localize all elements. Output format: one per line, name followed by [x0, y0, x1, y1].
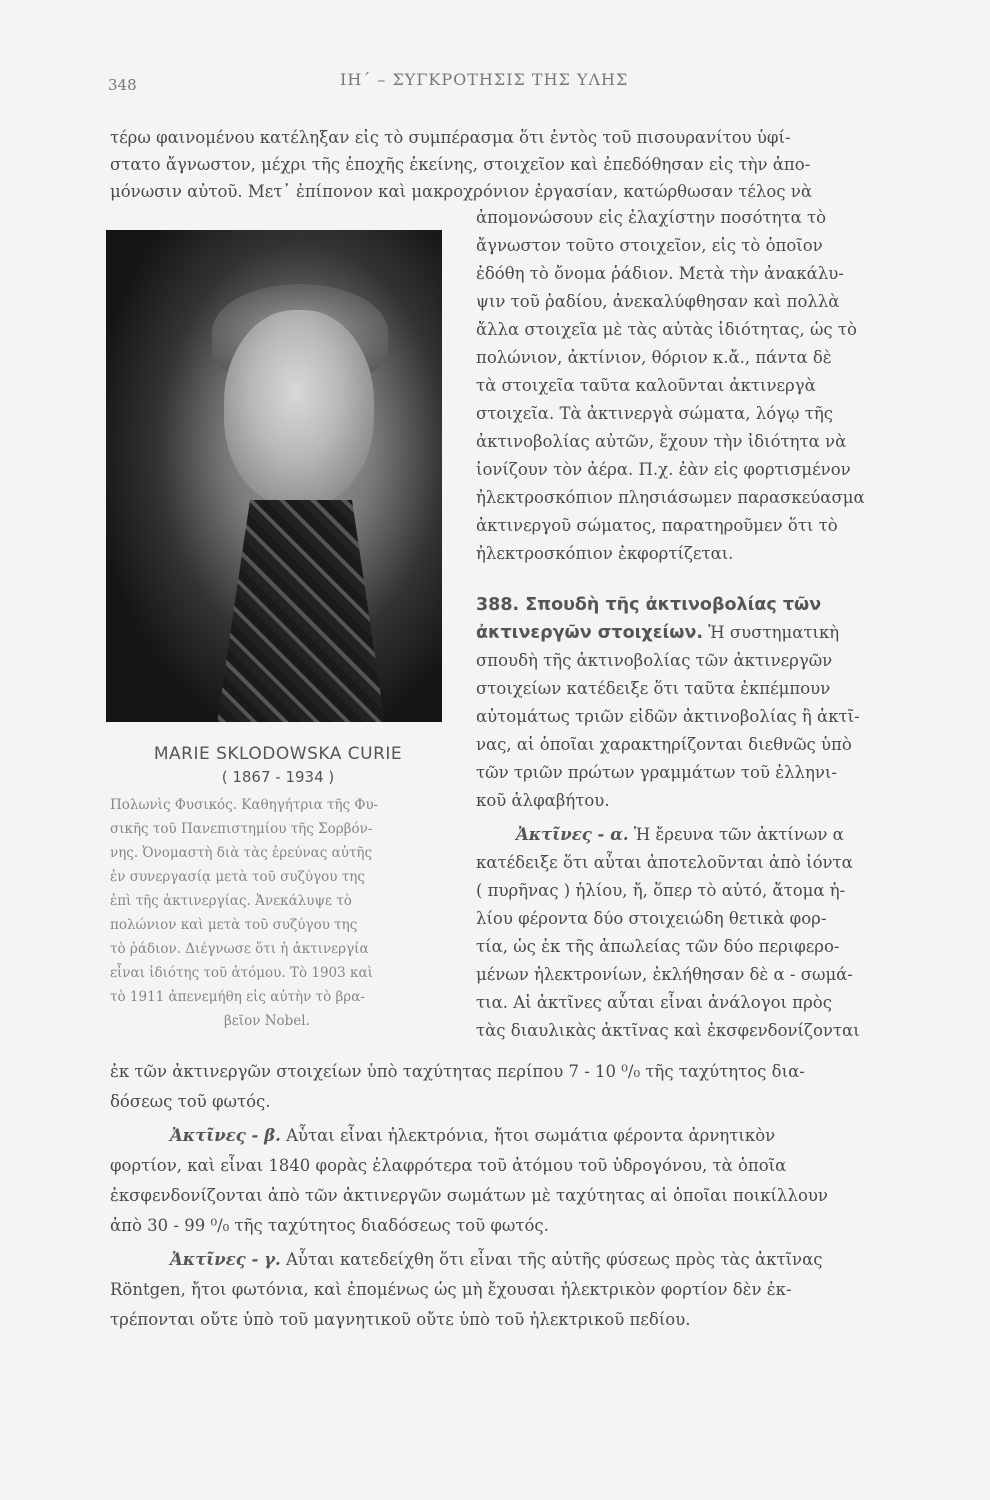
- text-line: στοιχείων κατέδειξε ὅτι ταῦτα ἐκπέμπουν: [476, 679, 831, 698]
- text-line: ἰονίζουν τὸν ἀέρα. Π.χ. ἐὰν εἰς φορτισμένον: [476, 460, 851, 479]
- text-line: τία, ὡς ἐκ τῆς ἀπωλείας τῶν δύο περιφερο-: [476, 937, 840, 956]
- caption-years: ( 1867 - 1934 ): [221, 768, 335, 786]
- caption-line: εἶναι ἰδιότης τοῦ ἀτόμου. Τὸ 1903 καὶ: [110, 965, 373, 981]
- text-line: πολώνιον, ἀκτίνιον, θόριον κ.ἄ., πάντα δὲ: [476, 348, 832, 367]
- section-heading-cont: ἀκτινεργῶν στοιχείων.: [476, 623, 704, 643]
- text-line: ἠλεκτροσκόπιον ἐκφορτίζεται.: [476, 544, 734, 563]
- caption-line: ἐν συνεργασίᾳ μετὰ τοῦ συζύγου της: [110, 869, 365, 885]
- text-line: ψιν τοῦ ῥαδίου, ἀνεκαλύφθησαν καὶ πολλὰ: [476, 292, 840, 311]
- text-line: ( πυρῆνας ) ἡλίου, ἤ, ὅπερ τὸ αὐτό, ἄτομα ἡ-: [476, 881, 846, 900]
- caption-line: Πολωνὶς Φυσικός. Καθηγήτρια τῆς Φυ-: [110, 797, 379, 813]
- text-line: μένων ἠλεκτρονίων, ἐκλήθησαν δὲ α - σωμά-: [476, 965, 853, 984]
- text-line: Αὗται κατεδείχθη ὅτι εἶναι τῆς αὐτῆς φύσεως πρὸς τὰς ἀκτῖνας: [286, 1250, 823, 1269]
- caption-line: βεῖον Nobel.: [224, 1013, 310, 1029]
- text-line: ἀπομονώσουν εἰς ἐλαχίστην ποσότητα τὸ: [476, 208, 827, 227]
- text-line: Αὗται εἶναι ἠλεκτρόνια, ἤτοι σωμάτια φέροντα ἀρνητικὸν: [286, 1126, 776, 1145]
- text-line: ἀπὸ 30 - 99 ⁰/₀ τῆς ταχύτητος διαδόσεως τοῦ φωτός.: [110, 1216, 549, 1235]
- text-line: στατο ἄγνωστον, μέχρι τῆς ἐποχῆς ἐκείνης, στοιχεῖον καὶ ἐπεδόθησαν εἰς τὴν ἀπο-: [110, 155, 811, 174]
- text-line: ἄγνωστον τοῦτο στοιχεῖον, εἰς τὸ ὁποῖον: [476, 236, 823, 255]
- text-line: μόνωσιν αὐτοῦ. Μετ᾽ ἐπίπονον καὶ μακροχρόνιον ἐργασίαν, κατώρθωσαν τέλος νὰ: [110, 182, 812, 201]
- text-line: ἄλλα στοιχεῖα μὲ τὰς αὐτὰς ἰδιότητας, ὡς τὸ: [476, 320, 857, 339]
- text-line: ἐκσφενδονίζονται ἀπὸ τῶν ἀκτινεργῶν σωμάτων μὲ ταχύτητας αἱ ὁποῖαι ποικίλλουν: [110, 1186, 828, 1205]
- running-title: ΙΗ΄ – ΣΥΓΚΡΟΤΗΣΙΣ ΤΗΣ ΥΛΗΣ: [340, 70, 629, 89]
- text-line: αὐτομάτως τριῶν εἰδῶν ἀκτινοβολίας ἢ ἀκτῖ-: [476, 707, 860, 726]
- text-line: Ἡ ἔρευνα τῶν ἀκτίνων α: [633, 825, 844, 844]
- text-line: ἀκτινεργοῦ σώματος, παρατηροῦμεν ὅτι τὸ: [476, 516, 838, 535]
- caption-line: σικῆς τοῦ Πανεπιστημίου τῆς Σορβόν-: [110, 821, 373, 837]
- caption-name: MARIE SKLODOWSKA CURIE: [153, 744, 403, 764]
- portrait-photo: [106, 230, 442, 722]
- caption-line: πολώνιον καὶ μετὰ τοῦ συζύγου της: [110, 917, 358, 933]
- text-line: νας, αἱ ὁποῖαι χαρακτηρίζονται διεθνῶς ὑπὸ: [476, 735, 852, 754]
- text-line: ἐκ τῶν ἀκτινεργῶν στοιχείων ὑπὸ ταχύτητας περίπου 7 - 10 ⁰/₀ τῆς ταχύτητος δια-: [110, 1062, 805, 1081]
- caption-line: τὸ ῥάδιον. Διέγνωσε ὅτι ἡ ἀκτινεργία: [110, 941, 369, 957]
- alpha-rays-label: Ἀκτῖνες - α.: [516, 825, 629, 844]
- caption-line: νης. Ὀνομαστὴ διὰ τὰς ἐρεύνας αὐτῆς: [110, 845, 373, 861]
- section-heading: 388. Σπουδὴ τῆς ἀκτινοβολίας τῶν: [476, 595, 822, 615]
- text-line: Röntgen, ἤτοι φωτόνια, καὶ ἐπομένως ὡς μὴ ἔχουσαι ἠλεκτρικὸν φορτίον δὲν ἐκ-: [110, 1280, 792, 1299]
- text-line: τέρω φαινομένου κατέληξαν εἰς τὸ συμπέρασμα ὅτι ἐντὸς τοῦ πισουρανίτου ὑφί-: [110, 128, 791, 147]
- text-line: κοῦ ἀλφαβήτου.: [476, 791, 610, 810]
- text-line: λίου φέροντα δύο στοιχειώδη θετικὰ φορ-: [476, 909, 827, 928]
- text-line: ἐδόθη τὸ ὄνομα ῥάδιον. Μετὰ τὴν ἀνακάλυ-: [476, 264, 844, 283]
- text-line: τὰς διαυλικὰς ἀκτῖνας καὶ ἐκσφενδονίζονται: [476, 1021, 860, 1040]
- beta-rays-label: Ἀκτῖνες - β.: [170, 1126, 281, 1145]
- text-line: τῶν τριῶν πρώτων γραμμάτων τοῦ ἑλληνι-: [476, 763, 837, 782]
- page-number: 348: [108, 76, 137, 94]
- text-line: δόσεως τοῦ φωτός.: [110, 1092, 271, 1111]
- text-line: τια. Αἱ ἀκτῖνες αὗται εἶναι ἀνάλογοι πρὸς: [476, 993, 832, 1012]
- gamma-rays-label: Ἀκτῖνες - γ.: [170, 1250, 281, 1269]
- text-line: τὰ στοιχεῖα ταῦτα καλοῦνται ἀκτινεργὰ: [476, 376, 816, 395]
- caption-line: ἐπὶ τῆς ἀκτινεργίας. Ἀνεκάλυψε τὸ: [110, 893, 352, 909]
- text-line: στοιχεῖα. Τὰ ἀκτινεργὰ σώματα, λόγῳ τῆς: [476, 404, 833, 423]
- text-line: κατέδειξε ὅτι αὗται ἀποτελοῦνται ἀπὸ ἰόντα: [476, 853, 853, 872]
- text-line: φορτίον, καὶ εἶναι 1840 φορὰς ἐλαφρότερα τοῦ ἀτόμου τοῦ ὑδρογόνου, τὰ ὁποῖα: [110, 1156, 787, 1175]
- text-line: Ἡ συστηματικὴ: [708, 623, 840, 642]
- text-line: ἀκτινοβολίας αὐτῶν, ἔχουν τὴν ἰδιότητα νὰ: [476, 432, 847, 451]
- text-line: ἠλεκτροσκόπιον πλησιάσωμεν παρασκεύασμα: [476, 488, 865, 507]
- text-line: τρέπονται οὔτε ὑπὸ τοῦ μαγνητικοῦ οὔτε ὑπὸ τοῦ ἠλεκτρικοῦ πεδίου.: [110, 1310, 691, 1329]
- text-line: σπουδὴ τῆς ἀκτινοβολίας τῶν ἀκτινεργῶν: [476, 651, 833, 670]
- caption-line: τὸ 1911 ἀπενεμήθη εἰς αὐτὴν τὸ βρα-: [110, 989, 365, 1005]
